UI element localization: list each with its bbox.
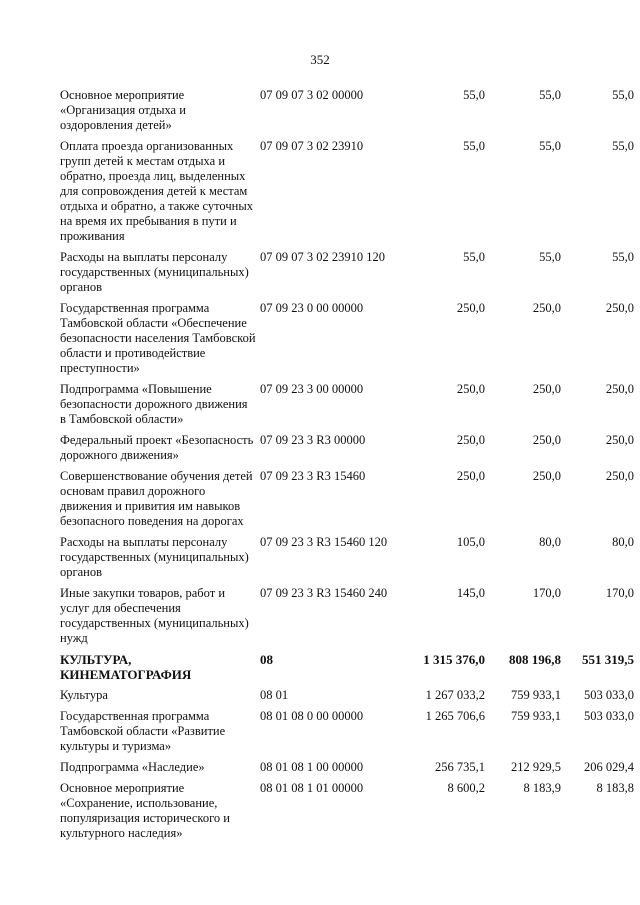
row-name: Федеральный проект «Безопасность дорожного движения» [60, 433, 254, 462]
row-code: 07 09 07 3 02 23910 120 [260, 250, 385, 264]
row-value-1: 55,0 [463, 139, 485, 153]
row-value-1: 1 265 706,6 [425, 709, 485, 723]
table-row [60, 760, 634, 775]
row-code: 07 09 23 3 R3 15460 240 [260, 586, 388, 600]
row-value-2: 8 183,9 [523, 781, 561, 795]
row-value-1: 250,0 [456, 433, 485, 447]
table-row [60, 469, 634, 529]
row-value-3: 55,0 [612, 88, 634, 102]
table-row [60, 709, 634, 754]
row-name: Государственная программа Тамбовской области «Развитие культуры и туризма» [60, 709, 226, 753]
row-value-2: 80,0 [539, 535, 561, 549]
row-value-2: 212 929,5 [511, 760, 561, 774]
row-value-2: 55,0 [539, 139, 561, 153]
row-name: Совершенствование обучения детей основам правил дорожного движения и привития им навыков безопасного поведения на дорогах [60, 469, 253, 528]
row-name: Расходы на выплаты персоналу государственных (муниципальных) органов [60, 535, 249, 579]
row-name: Культура [60, 688, 108, 702]
page-number: 352 [310, 52, 330, 67]
row-value-1: 145,0 [456, 586, 485, 600]
table-row [60, 382, 634, 427]
row-value-1: 1 315 376,0 [423, 652, 485, 667]
row-name: Основное мероприятие «Сохранение, использование, популяризация исторического и культурного наследия» [60, 781, 230, 840]
row-value-2: 55,0 [539, 88, 561, 102]
row-value-2: 250,0 [532, 433, 561, 447]
row-value-3: 551 319,5 [582, 652, 634, 667]
table-row [60, 250, 634, 295]
budget-table [60, 88, 634, 847]
row-value-3: 55,0 [612, 139, 634, 153]
row-value-3: 55,0 [612, 250, 634, 264]
row-name: Основное мероприятие «Организация отдыха и оздоровления детей» [60, 88, 186, 132]
row-value-3: 250,0 [605, 433, 634, 447]
table-row [60, 88, 634, 133]
row-value-2: 55,0 [539, 250, 561, 264]
row-name: Иные закупки товаров, работ и услуг для обеспечения государственных (муниципальных) нужд [60, 586, 249, 645]
table-row [60, 781, 634, 841]
row-value-2: 250,0 [532, 382, 561, 396]
row-value-2: 250,0 [532, 301, 561, 315]
row-value-3: 80,0 [612, 535, 634, 549]
row-value-3: 503 033,0 [584, 709, 634, 723]
row-name: Подпрограмма «Наследие» [60, 760, 205, 774]
row-value-2: 759 933,1 [511, 688, 561, 702]
table-row [60, 586, 634, 646]
table-row [60, 301, 634, 376]
row-code: 07 09 23 0 00 00000 [260, 301, 364, 315]
row-code: 07 09 23 3 00 00000 [260, 382, 364, 396]
table-row [60, 535, 634, 580]
row-value-1: 250,0 [456, 301, 485, 315]
row-value-1: 256 735,1 [435, 760, 485, 774]
row-name: КУЛЬТУРА, КИНЕМАТОГРАФИЯ [60, 652, 192, 682]
row-name: Государственная программа Тамбовской области «Обеспечение безопасности населения Тамбовской области и противодействие преступности» [60, 301, 256, 375]
row-name: Подпрограмма «Повышение безопасности дорожного движения в Тамбовской области» [60, 382, 248, 426]
row-value-3: 170,0 [605, 586, 634, 600]
row-code: 08 01 08 1 01 00000 [260, 781, 364, 795]
row-code: 07 09 23 3 R3 00000 [260, 433, 366, 447]
row-value-3: 503 033,0 [584, 688, 634, 702]
row-value-2: 170,0 [532, 586, 561, 600]
row-value-1: 250,0 [456, 382, 485, 396]
row-code: 08 [260, 652, 273, 667]
table-row [60, 433, 634, 463]
row-code: 07 09 07 3 02 00000 [260, 88, 364, 102]
row-value-1: 8 600,2 [447, 781, 485, 795]
row-value-1: 55,0 [463, 250, 485, 264]
row-code: 07 09 07 3 02 23910 [260, 139, 364, 153]
row-value-3: 250,0 [605, 382, 634, 396]
table-row [60, 688, 634, 703]
table-row [60, 139, 634, 244]
row-code: 08 01 08 0 00 00000 [260, 709, 364, 723]
row-code: 07 09 23 3 R3 15460 [260, 469, 366, 483]
row-value-1: 250,0 [456, 469, 485, 483]
row-name: Оплата проезда организованных групп детей к местам отдыха и обратно, проезда лиц, выделенных для сопровождения детей к местам отдыха и обратно, а также суточных на время их пребывания в пути и проживания [60, 139, 253, 243]
row-code: 08 01 08 1 00 00000 [260, 760, 364, 774]
row-value-1: 105,0 [456, 535, 485, 549]
table-row [60, 652, 634, 682]
row-name: Расходы на выплаты персоналу государственных (муниципальных) органов [60, 250, 249, 294]
row-value-1: 55,0 [463, 88, 485, 102]
row-value-2: 759 933,1 [511, 709, 561, 723]
row-value-2: 808 196,8 [509, 652, 561, 667]
row-value-3: 250,0 [605, 469, 634, 483]
row-value-3: 250,0 [605, 301, 634, 315]
row-code: 08 01 [260, 688, 289, 702]
row-value-3: 8 183,8 [596, 781, 634, 795]
row-value-1: 1 267 033,2 [425, 688, 485, 702]
row-code: 07 09 23 3 R3 15460 120 [260, 535, 388, 549]
row-value-2: 250,0 [532, 469, 561, 483]
row-value-3: 206 029,4 [584, 760, 634, 774]
